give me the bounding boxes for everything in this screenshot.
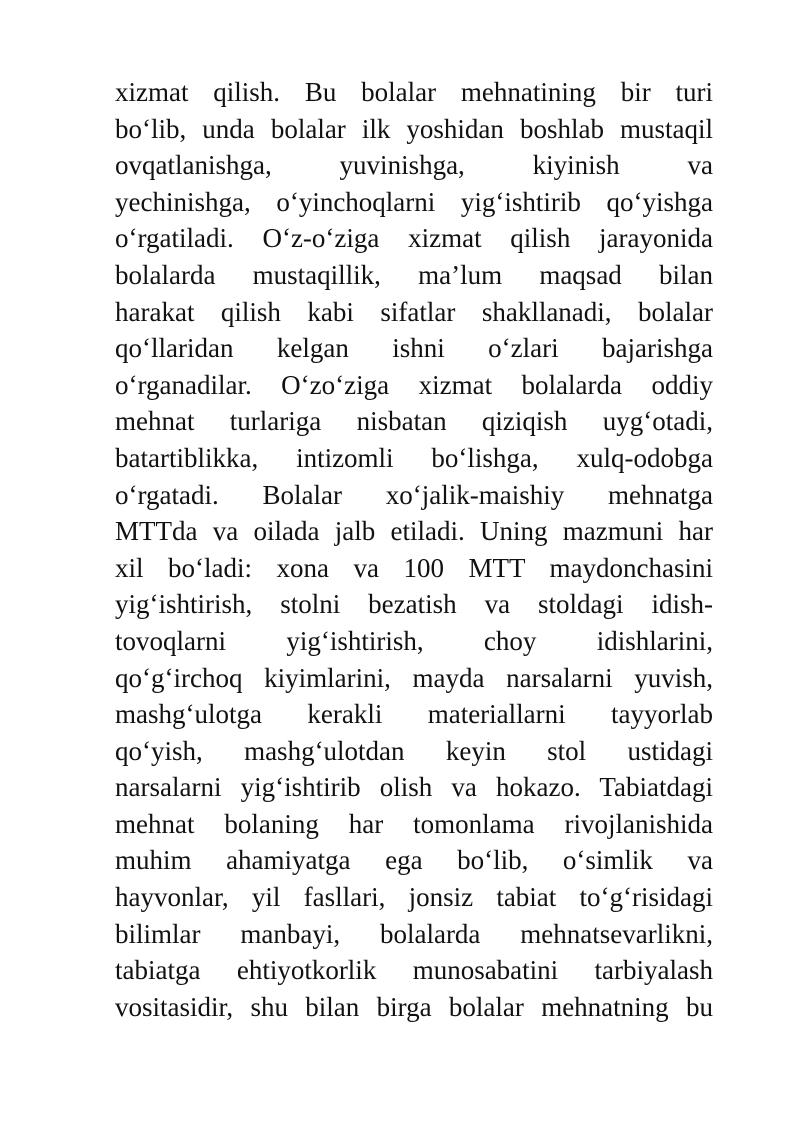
text-line: yechinishga, o‘yinchoqlarni yig‘ishtirib qo‘yishga (115, 186, 713, 217)
text-line: batartiblikka, intizomli bo‘lishga, xulq-odobga (115, 442, 713, 473)
text-line: bo‘lib, unda bolalar ilk yoshidan boshlab mustaqil (115, 113, 713, 144)
body-paragraph (115, 74, 713, 1025)
text-line: vositasidir, shu bilan birga bolalar mehnatning bu (115, 991, 713, 1022)
text-line: tabiatga ehtiyotkorlik munosabatini tarbiyalash (115, 955, 713, 986)
text-line: tovoqlarni yig‘ishtirish, choy idishlarini, (115, 625, 713, 656)
text-line: ovqatlanishga, yuvinishga, kiyinish va (115, 150, 713, 181)
text-line: qo‘g‘irchoq kiyimlarini, mayda narsalarni yuvish, (115, 662, 713, 693)
text-line: mehnat turlariga nisbatan qiziqish uyg‘otadi, (115, 406, 713, 437)
text-line: o‘rgatiladi. O‘z-o‘ziga xizmat qilish jarayonida (115, 223, 713, 254)
text-line: bilimlar manbayi, bolalarda mehnatsevarlikni, (115, 918, 713, 949)
text-line: yig‘ishtirish, stolni bezatish va stoldagi idish- (115, 589, 713, 620)
text-line: narsalarni yig‘ishtirib olish va hokazo. Tabiatdagi (115, 772, 713, 803)
text-line: o‘rgatadi. Bolalar xo‘jalik-maishiy mehnatga (115, 479, 713, 510)
text-line: o‘rganadilar. O‘zo‘ziga xizmat bolalarda oddiy (115, 369, 713, 400)
text-line: qo‘yish, mashg‘ulotdan keyin stol ustidagi (115, 735, 713, 766)
text-line: harakat qilish kabi sifatlar shakllanadi, bolalar (115, 296, 713, 327)
text-line: bolalarda mustaqillik, ma’lum maqsad bilan (115, 259, 713, 290)
text-line: hayvonlar, yil fasllari, jonsiz tabiat to‘g‘risidagi (115, 882, 713, 913)
text-line: xizmat qilish. Bu bolalar mehnatining bir turi (115, 77, 713, 107)
text-line: muhim ahamiyatga ega bo‘lib, o‘simlik va (115, 845, 713, 876)
text-line: mashg‘ulotga kerakli materiallarni tayyorlab (115, 699, 713, 730)
text-line: qo‘llaridan kelgan ishni o‘zlari bajarishga (115, 333, 713, 364)
text-line: mehnat bolaning har tomonlama rivojlanishida (115, 808, 713, 839)
text-line: xil bo‘ladi: xona va 100 MTT maydonchasini (115, 552, 713, 583)
text-line: MTTda va oilada jalb etiladi. Uning mazmuni har (115, 516, 713, 547)
